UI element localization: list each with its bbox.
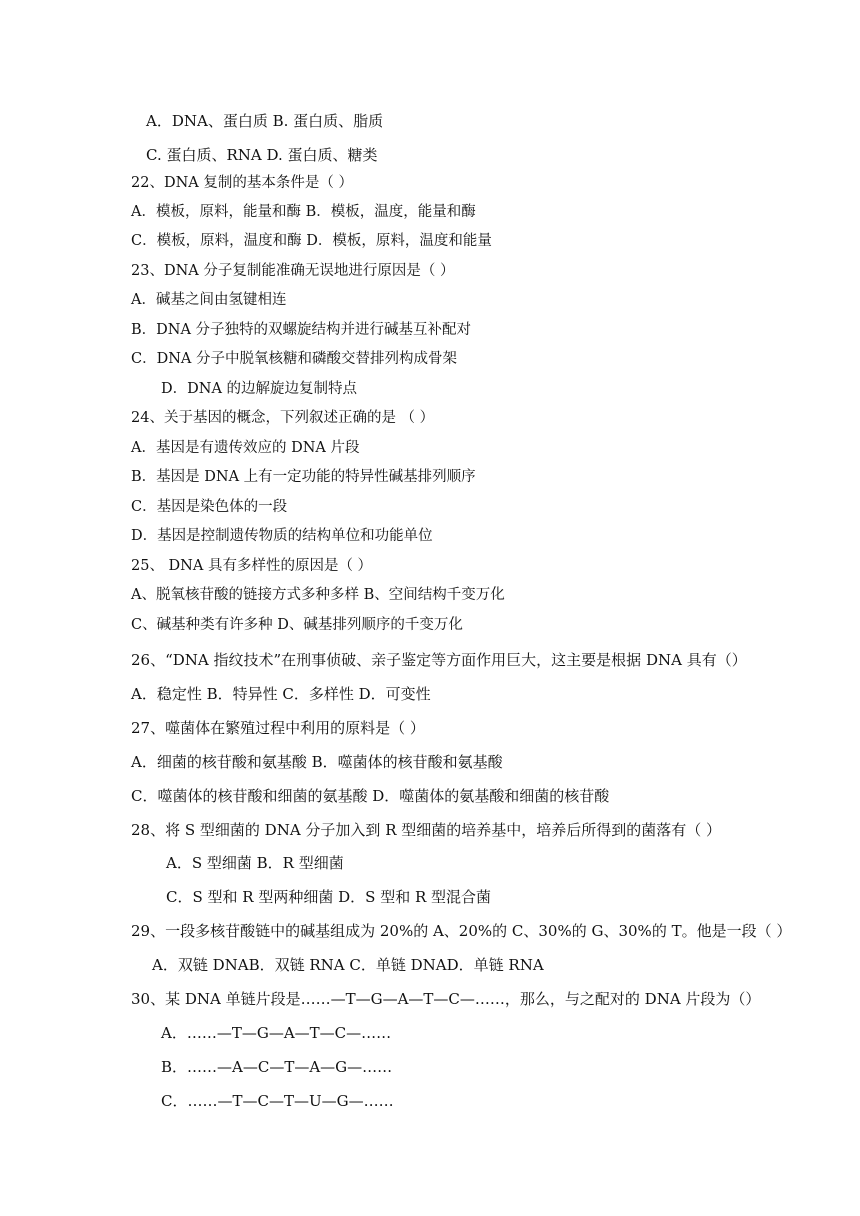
line-27b: C．噬菌体的核苷酸和细菌的氨基酸 D．噬菌体的氨基酸和细菌的核苷酸 [131, 787, 610, 805]
option-24c: C．基因是染色体的一段 [131, 499, 288, 515]
line-27a: A．细菌的核苷酸和氨基酸 B．噬菌体的核苷酸和氨基酸 [131, 753, 503, 771]
question-22: 22、DNA 复制的基本条件是（ ） [131, 175, 353, 191]
option-23b: B．DNA 分子独特的双螺旋结构并进行碱基互补配对 [131, 322, 472, 338]
question-28: 28、将 S 型细菌的 DNA 分子加入到 R 型细菌的培养基中，培养后所得到的菌落有（ ） [131, 821, 722, 839]
option-23d: D．DNA 的边解旋边复制特点 [161, 381, 358, 397]
option-23c: C．DNA 分子中脱氧核糖和磷酸交替排列构成骨架 [131, 351, 457, 367]
line-21b: C. 蛋白质、RNA D. 蛋白质、糖类 [146, 146, 378, 164]
option-24b: B．基因是 DNA 上有一定功能的特异性碱基排列顺序 [131, 469, 476, 485]
line-21a: A．DNA、蛋白质 B. 蛋白质、脂质 [146, 112, 384, 130]
line-25a: A、脱氧核苷酸的链接方式多种多样 B、空间结构千变万化 [131, 587, 505, 603]
question-30: 30、某 DNA 单链片段是……—T—G—A—T—C—……，那么，与之配对的 DNA 片段为（） [131, 990, 761, 1008]
line-28b: C．S 型和 R 型两种细菌 D．S 型和 R 型混合菌 [166, 888, 492, 906]
line-29a: A．双链 DNAB．双链 RNA C．单链 DNAD．单链 RNA [152, 956, 544, 974]
question-26: 26、“DNA 指纹技术”在刑事侦破、亲子鉴定等方面作用巨大，这主要是根据 DNA 具有（） [131, 651, 747, 669]
line-25b: C、碱基种类有许多种 D、碱基排列顺序的千变万化 [131, 617, 463, 633]
option-30c: C．……—T—C—T—U—G—…… [161, 1092, 394, 1110]
question-27: 27、噬菌体在繁殖过程中利用的原料是（ ） [131, 719, 425, 737]
option-30a: A．……—T—G—A—T—C—…… [161, 1024, 392, 1042]
line-22b: C．模板，原料，温度和酶 D．模板，原料，温度和能量 [131, 233, 492, 249]
question-24: 24、关于基因的概念，下列叙述正确的是 （ ） [131, 410, 435, 426]
question-25: 25、 DNA 具有多样性的原因是（ ） [131, 558, 373, 574]
option-23a: A．碱基之间由氢键相连 [131, 292, 287, 308]
question-23: 23、DNA 分子复制能准确无误地进行原因是（ ） [131, 263, 455, 279]
line-26a: A．稳定性 B．特异性 C．多样性 D．可变性 [131, 685, 431, 703]
line-22a: A．模板，原料，能量和酶 B．模板，温度，能量和酶 [131, 204, 476, 220]
option-30b: B．……—A—C—T—A—G—…… [161, 1058, 393, 1076]
line-28a: A．S 型细菌 B．R 型细菌 [166, 854, 344, 872]
option-24a: A．基因是有遗传效应的 DNA 片段 [131, 440, 360, 456]
option-24d: D．基因是控制遗传物质的结构单位和功能单位 [131, 528, 433, 544]
question-29: 29、一段多核苷酸链中的碱基组成为 20%的 A、20%的 C、30%的 G、30%的 T。他是一段（ ） [131, 922, 792, 940]
